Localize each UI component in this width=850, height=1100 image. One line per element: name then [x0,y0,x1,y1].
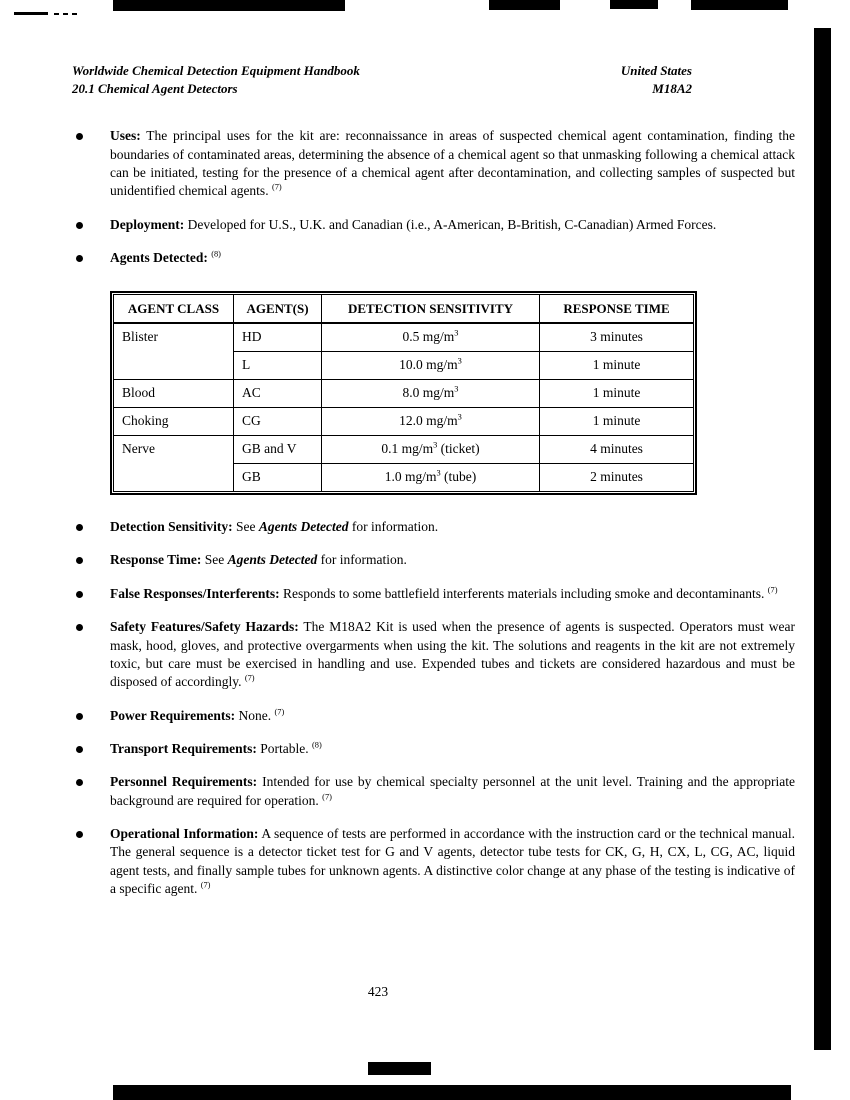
text-run: 0.5 mg/m [402,329,455,345]
bullet-text [110,773,795,810]
footnote-ref: (7) [200,880,211,890]
text-run: The principal uses for the kit are: reconnaissance in areas of suspected chemical agent contamination, finding the boundaries of contaminated areas, determining the absence of a chemical agent so that unmasking following a chemical attack can be initiated, testing for the presence of a chemical agent after decontamination, and collecting samples of suspected but unidentified chemical agents. [110,128,795,199]
bullet-icon [72,585,110,603]
bullet-item [72,740,795,758]
table-row [114,407,694,435]
scan-artifact [54,13,59,15]
bullet-label: Personnel Requirements: [110,774,258,790]
text-run: A sequence of tests are performed in accordance with the instruction card or the technical manual. The general sequence is a detector ticket test for G and V agents, detector tube tests for CK, G, H, CX, L, CG, AC, liquid agent tests, and finally sample tubes for unknown agents. A distinctive color change at any phase of the testing is indicative of a specific agent. [110,826,795,897]
bullet-label: Response Time: [110,552,202,568]
footnote-ref: (7) [271,182,282,192]
superscript: 3 [433,440,438,450]
bullet-item [72,773,795,810]
bullet-text [110,249,795,267]
table-row [114,379,694,407]
bullet-icon [72,249,110,267]
bullet-item [72,825,795,898]
scan-artifact [814,28,831,1050]
bullet-item [72,551,795,569]
footnote-ref: (7) [767,585,778,595]
text-run: for information. [348,519,439,535]
agents-table-grid [113,294,694,492]
sensitivity-cell [322,435,540,463]
text-run: Responds to some battlefield interferents materials including smoke and decontaminants. [279,585,768,601]
scan-artifact [113,1085,791,1100]
bullet-text [110,216,795,234]
response-cell: 1 minute [540,407,694,435]
text-run: See [201,552,228,568]
bullet-icon [72,773,110,810]
bullet-icon [72,707,110,725]
bullet-text [110,740,795,758]
footnote-ref: (7) [274,707,285,717]
table-header-cell: AGENT(S) [234,294,322,323]
table-row [114,435,694,463]
scan-artifact [691,0,788,10]
table-header-cell: RESPONSE TIME [540,294,694,323]
bullet-item [72,618,795,691]
superscript: 3 [457,412,462,422]
bullet-text [110,825,795,898]
bullet-label: Transport Requirements: [110,740,257,756]
bullet-label: Power Requirements: [110,707,236,723]
superscript: 3 [436,468,441,478]
bullet-label: Uses: [110,128,141,144]
sensitivity-cell [322,379,540,407]
bullet-item [72,518,795,536]
bullet-label: Operational Information: [110,826,259,842]
bullet-label: Safety Features/Safety Hazards: [110,619,299,635]
text-run: Developed for U.S., U.K. and Canadian (i.e., A-American, B-British, C-Canadian) Armed Forces. [184,216,717,232]
text-run: (tube) [440,469,477,485]
scan-artifact [113,0,345,11]
page-number: 423 [367,984,389,999]
agent-cell: GB [234,463,322,491]
bullet-text [110,707,795,725]
text-run: 10.0 mg/m [399,357,458,373]
footnote-ref: (7) [244,673,255,683]
agent-cell: CG [234,407,322,435]
text-run: None. [235,707,275,723]
bullet-item [72,585,795,603]
sensitivity-cell [322,351,540,379]
agent-cell: HD [234,323,322,351]
table-header-row [114,294,694,323]
bullet-icon [72,618,110,691]
superscript: 3 [454,328,459,338]
bullet-item [72,707,795,725]
footnote-ref: (8) [211,249,221,259]
sensitivity-cell [322,407,540,435]
bullet-icon [72,551,110,569]
bullet-label: Detection Sensitivity: [110,519,233,535]
sensitivity-cell [322,463,540,491]
country-label: United States [620,63,692,78]
text-run: Portable. [256,740,312,756]
agent-class-cell: Blister [114,323,234,379]
text-run: Intended for use by chemical specialty personnel at the unit level. Training and the appropriate background are required for operation. [110,774,795,808]
bullet-item [72,249,795,267]
bullet-icon [72,127,110,200]
response-cell: 2 minutes [540,463,694,491]
handbook-title: Worldwide Chemical Detection Equipment Handbook [72,63,360,78]
header-left [72,62,360,98]
model-label: M18A2 [652,81,692,97]
bullet-list [72,127,795,898]
text-run: (ticket) [437,441,480,457]
bullet-text [110,518,795,536]
bullet-item [72,216,795,234]
text-run: The M18A2 Kit is used when the presence of agents is suspected. Operators must wear mask, hood, gloves, and protective overgarments when using the kit. The solutions and reagents in the kit are not extremely toxic, but care must be exercised in handling and use. Expended tubes and tickets are considered hazardous and must be disposed of accordingly. [110,619,795,690]
text-run: Agents Detected [258,519,349,535]
text-run: 1.0 mg/m [384,469,437,485]
text-run: 12.0 mg/m [399,413,458,429]
bullet-icon [72,216,110,234]
text-run: See [232,519,259,535]
agent-class-cell: Choking [114,407,234,435]
bullet-icon [72,518,110,536]
scan-artifact [489,0,560,10]
agent-cell: L [234,351,322,379]
scan-artifact [72,13,77,15]
agent-class-cell: Blood [114,379,234,407]
agent-cell: GB and V [234,435,322,463]
scan-artifact [14,12,48,15]
section-title: 20.1 Chemical Agent Detectors [72,81,238,97]
text-run: 0.1 mg/m [381,441,434,457]
text-run: 8.0 mg/m [402,385,455,401]
table-row [114,323,694,351]
superscript: 3 [457,356,462,366]
bullet-text [110,585,795,603]
footnote-ref: (8) [312,740,322,750]
header-right [621,62,692,98]
bullet-item [72,127,795,200]
scan-artifact [610,0,658,9]
bullet-text [110,127,795,200]
agent-class-cell: Nerve [114,435,234,491]
agents-detected-table [110,291,697,495]
response-cell: 1 minute [540,351,694,379]
bullet-text [110,551,795,569]
bullet-icon [72,740,110,758]
bullet-label: Agents Detected: [110,250,208,266]
document-header [0,0,850,98]
bullet-icon [72,825,110,898]
response-cell: 1 minute [540,379,694,407]
text-run: Agents Detected [227,552,318,568]
agent-cell: AC [234,379,322,407]
table-header-cell: DETECTION SENSITIVITY [322,294,540,323]
bullet-text [110,618,795,691]
bullet-label: Deployment: [110,216,185,232]
document-body [0,98,850,898]
scan-artifact [63,13,68,15]
bullet-label: False Responses/Interferents: [110,585,280,601]
superscript: 3 [454,384,459,394]
response-cell: 4 minutes [540,435,694,463]
response-cell: 3 minutes [540,323,694,351]
sensitivity-cell [322,323,540,351]
table-header-cell: AGENT CLASS [114,294,234,323]
footnote-ref: (7) [322,792,332,802]
page-footer [72,984,684,1000]
text-run: for information. [317,552,407,568]
scan-artifact [368,1062,431,1075]
